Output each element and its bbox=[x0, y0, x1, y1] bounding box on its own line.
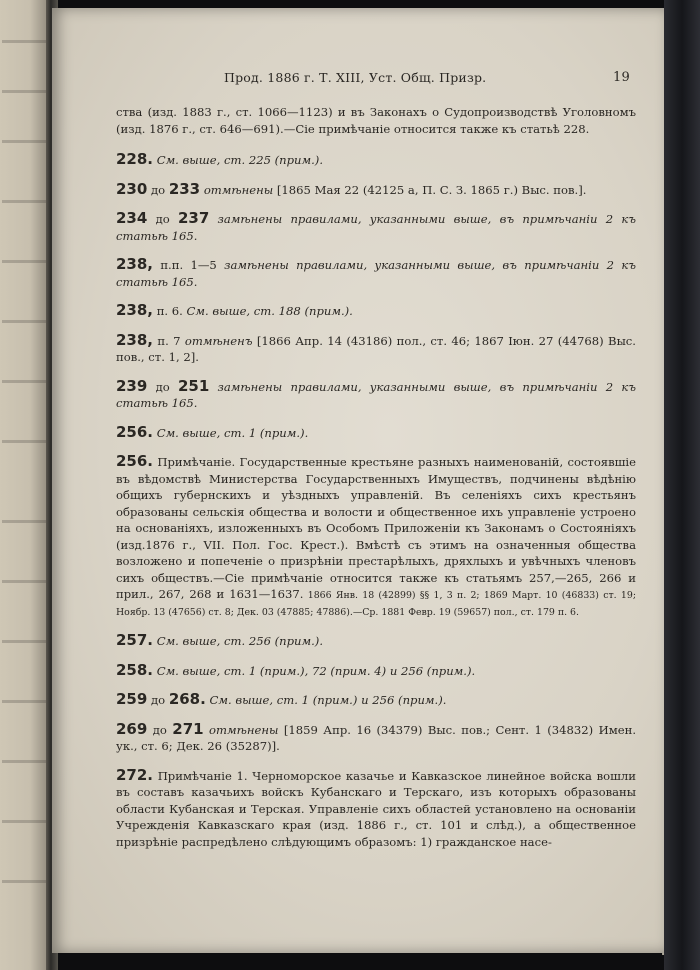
article-number: 272. bbox=[116, 765, 154, 784]
article-number: 251 bbox=[177, 376, 210, 395]
article-entry: 269 до 271 отмѣнены [1859 Апр. 16 (34379) Выс. пов.; Сент. 1 (34832) Имен. ук., ст. 6; Дек. 26 (35287)]. bbox=[116, 719, 636, 753]
article-number: 238, bbox=[116, 301, 154, 319]
article-number: 257. bbox=[116, 631, 154, 649]
book-page bbox=[52, 8, 664, 953]
article-number: 239 bbox=[116, 376, 148, 395]
article-entry bbox=[116, 453, 636, 620]
book-cover-edge bbox=[664, 0, 700, 970]
article-entry: 234 до 237 замѣнены правилами, указанными выше, въ примѣчаніи 2 къ статьѣ 165. bbox=[116, 209, 636, 243]
running-head: Прод. 1886 г. Т. XIII, Уст. Общ. Призр. bbox=[224, 70, 487, 85]
note-text: Государственные крестьяне разныхъ наименованій, состоявшіе въ вѣдомствѣ Министерства Государственныхъ Имуществъ, подчинены вѣдѣнію общихъ губернскихъ и уѣздныхъ управленій. Въ селеніяхъ сихъ крестьянъ образованы сельскія общества и волости и общественное ихъ управленіе устроено на основаніяхъ, изложенныхъ въ Особомъ Приложеніи къ Законамъ о Состояніяхъ (изд.1876 г., VII. Пол. Гос. Крест.). Вмѣстѣ съ этимъ на означенныя общества возложено и попеченіе о призрѣніи престарѣлыхъ, дряхлыхъ и увѣчныхъ членовъ сихъ обществъ.—Сіе примѣчаніе относится также къ статьямъ 257,—265, 266 и прил., 267, 268 и 1631—1637. bbox=[116, 455, 636, 601]
article-number: 230 bbox=[116, 179, 148, 198]
article-note: отмѣненъ bbox=[184, 333, 253, 348]
article-entry bbox=[116, 632, 636, 650]
article-number: 238, bbox=[116, 330, 154, 349]
note-heading: Примѣчаніе. bbox=[153, 455, 240, 469]
article-number: 228. bbox=[116, 150, 154, 168]
article-entry bbox=[116, 424, 636, 442]
article-number: 269 bbox=[116, 719, 148, 738]
citation-text: 1866 Янв. 18 (42899) §§ 1, 3 п. 2; 1869 Март. 10 (46833) ст. 19; Ноябр. 13 (47656) ст. 8; Дек. 03 (47885; 47886).—Ср. 1881 Февр. 19 (59657) пол., ст. 179 п. 6. bbox=[116, 590, 636, 618]
article-reference: [1859 Апр. 16 (34379) Выс. пов.; Сент. 1 (34832) Имен. ук., ст. 6; Дек. 26 (35287)]. bbox=[116, 722, 636, 753]
article-note: См. выше, ст. 1 (прим.), 72 (прим. 4) и 256 (прим.). bbox=[156, 663, 476, 678]
article-number: 259 bbox=[116, 690, 148, 708]
note-heading: Примѣчаніе 1. bbox=[153, 768, 253, 783]
article-note: замѣнены правилами, указанными выше, въ примѣчаніи 2 къ статьѣ 165. bbox=[116, 258, 636, 289]
article-number: 233 bbox=[168, 179, 201, 198]
article-number: 238, bbox=[116, 255, 154, 273]
article-entry bbox=[116, 662, 636, 680]
article-number: 258. bbox=[116, 660, 154, 679]
page-number: 19 bbox=[613, 70, 630, 85]
article-note: См. выше, ст. 256 (прим.). bbox=[156, 634, 324, 648]
page-body bbox=[116, 104, 636, 862]
article-entry: 239 до 251 замѣнены правилами, указанными выше, въ примѣчаніи 2 къ статьѣ 165. bbox=[116, 376, 636, 410]
article-note: отмѣнены bbox=[209, 722, 279, 737]
article-reference: [1866 Апр. 14 (43186) пол., ст. 46; 1867 Іюн. 27 (44768) Выс. пов., ст. 1, 2]. bbox=[116, 333, 636, 364]
article-entry: 238, п. 7 отмѣненъ [1866 Апр. 14 (43186) пол., ст. 46; 1867 Іюн. 27 (44768) Выс. пов., ст. 1, 2]. bbox=[116, 330, 636, 364]
article-note: замѣнены правилами, указанными выше, въ примѣчаніи 2 къ статьѣ 165. bbox=[116, 379, 636, 410]
article-entry: 230 до 233 отмѣнены [1865 Мая 22 (42125 а, П. С. З. 1865 г.) Выс. пов.]. bbox=[116, 179, 587, 198]
article-note: См. выше, ст. 225 (прим.). bbox=[156, 153, 324, 167]
article-entry bbox=[116, 767, 636, 851]
article-number: 237 bbox=[177, 209, 210, 227]
article-note: См. выше, ст. 1 (прим.). bbox=[156, 425, 309, 440]
article-note: См. выше, ст. 188 (прим.). bbox=[186, 304, 353, 318]
article-entry: 259 до 268. См. выше, ст. 1 (прим.) и 256 (прим.). bbox=[116, 690, 447, 708]
article-number: 256. bbox=[116, 422, 154, 441]
article-number: 268. bbox=[168, 690, 206, 708]
article-entry bbox=[116, 151, 636, 169]
article-number: 271 bbox=[172, 719, 204, 738]
article-note: См. выше, ст. 1 (прим.) и 256 (прим.). bbox=[205, 693, 447, 707]
article-number: 234 bbox=[116, 209, 148, 227]
text-paragraph: ства (изд. 1883 г., ст. 1066—1123) и въ Законахъ о Судопроизводствѣ Уголовномъ (изд. 1876 г., ст. 646—691).—Сіе примѣчаніе относится также къ статьѣ 228. bbox=[116, 105, 636, 136]
note-text: Черноморское казачье и Кавказское линейное войска вошли въ составъ казачьихъ войскъ Кубанскаго и Терскаго, изъ которыхъ образованы области Кубанская и Терская. Управленіе сихъ областей установлено на основаніи Учрежденія Кавказскаго края (изд. 1886 г., ст. 101 и слѣд.), а общественное призрѣніе распредѣлено слѣдующимъ образомъ: 1) гражданское насе- bbox=[116, 768, 636, 849]
article-reference: [1865 Мая 22 (42125 а, П. С. З. 1865 г.) Выс. пов.]. bbox=[273, 182, 587, 197]
article-note: отмѣнены bbox=[203, 182, 274, 197]
article-note: замѣнены правилами, указанными выше, въ примѣчаніи 2 къ статьѣ 165. bbox=[116, 212, 636, 243]
article-entry: 238, п.п. 1—5 замѣнены правилами, указанными выше, въ примѣчаніи 2 къ статьѣ 165. bbox=[116, 255, 636, 289]
article-number: 256. bbox=[116, 452, 154, 470]
page-header bbox=[114, 70, 650, 90]
article-entry: 238, п. 6. См. выше, ст. 188 (прим.). bbox=[116, 301, 353, 319]
left-page-edge bbox=[0, 0, 50, 970]
